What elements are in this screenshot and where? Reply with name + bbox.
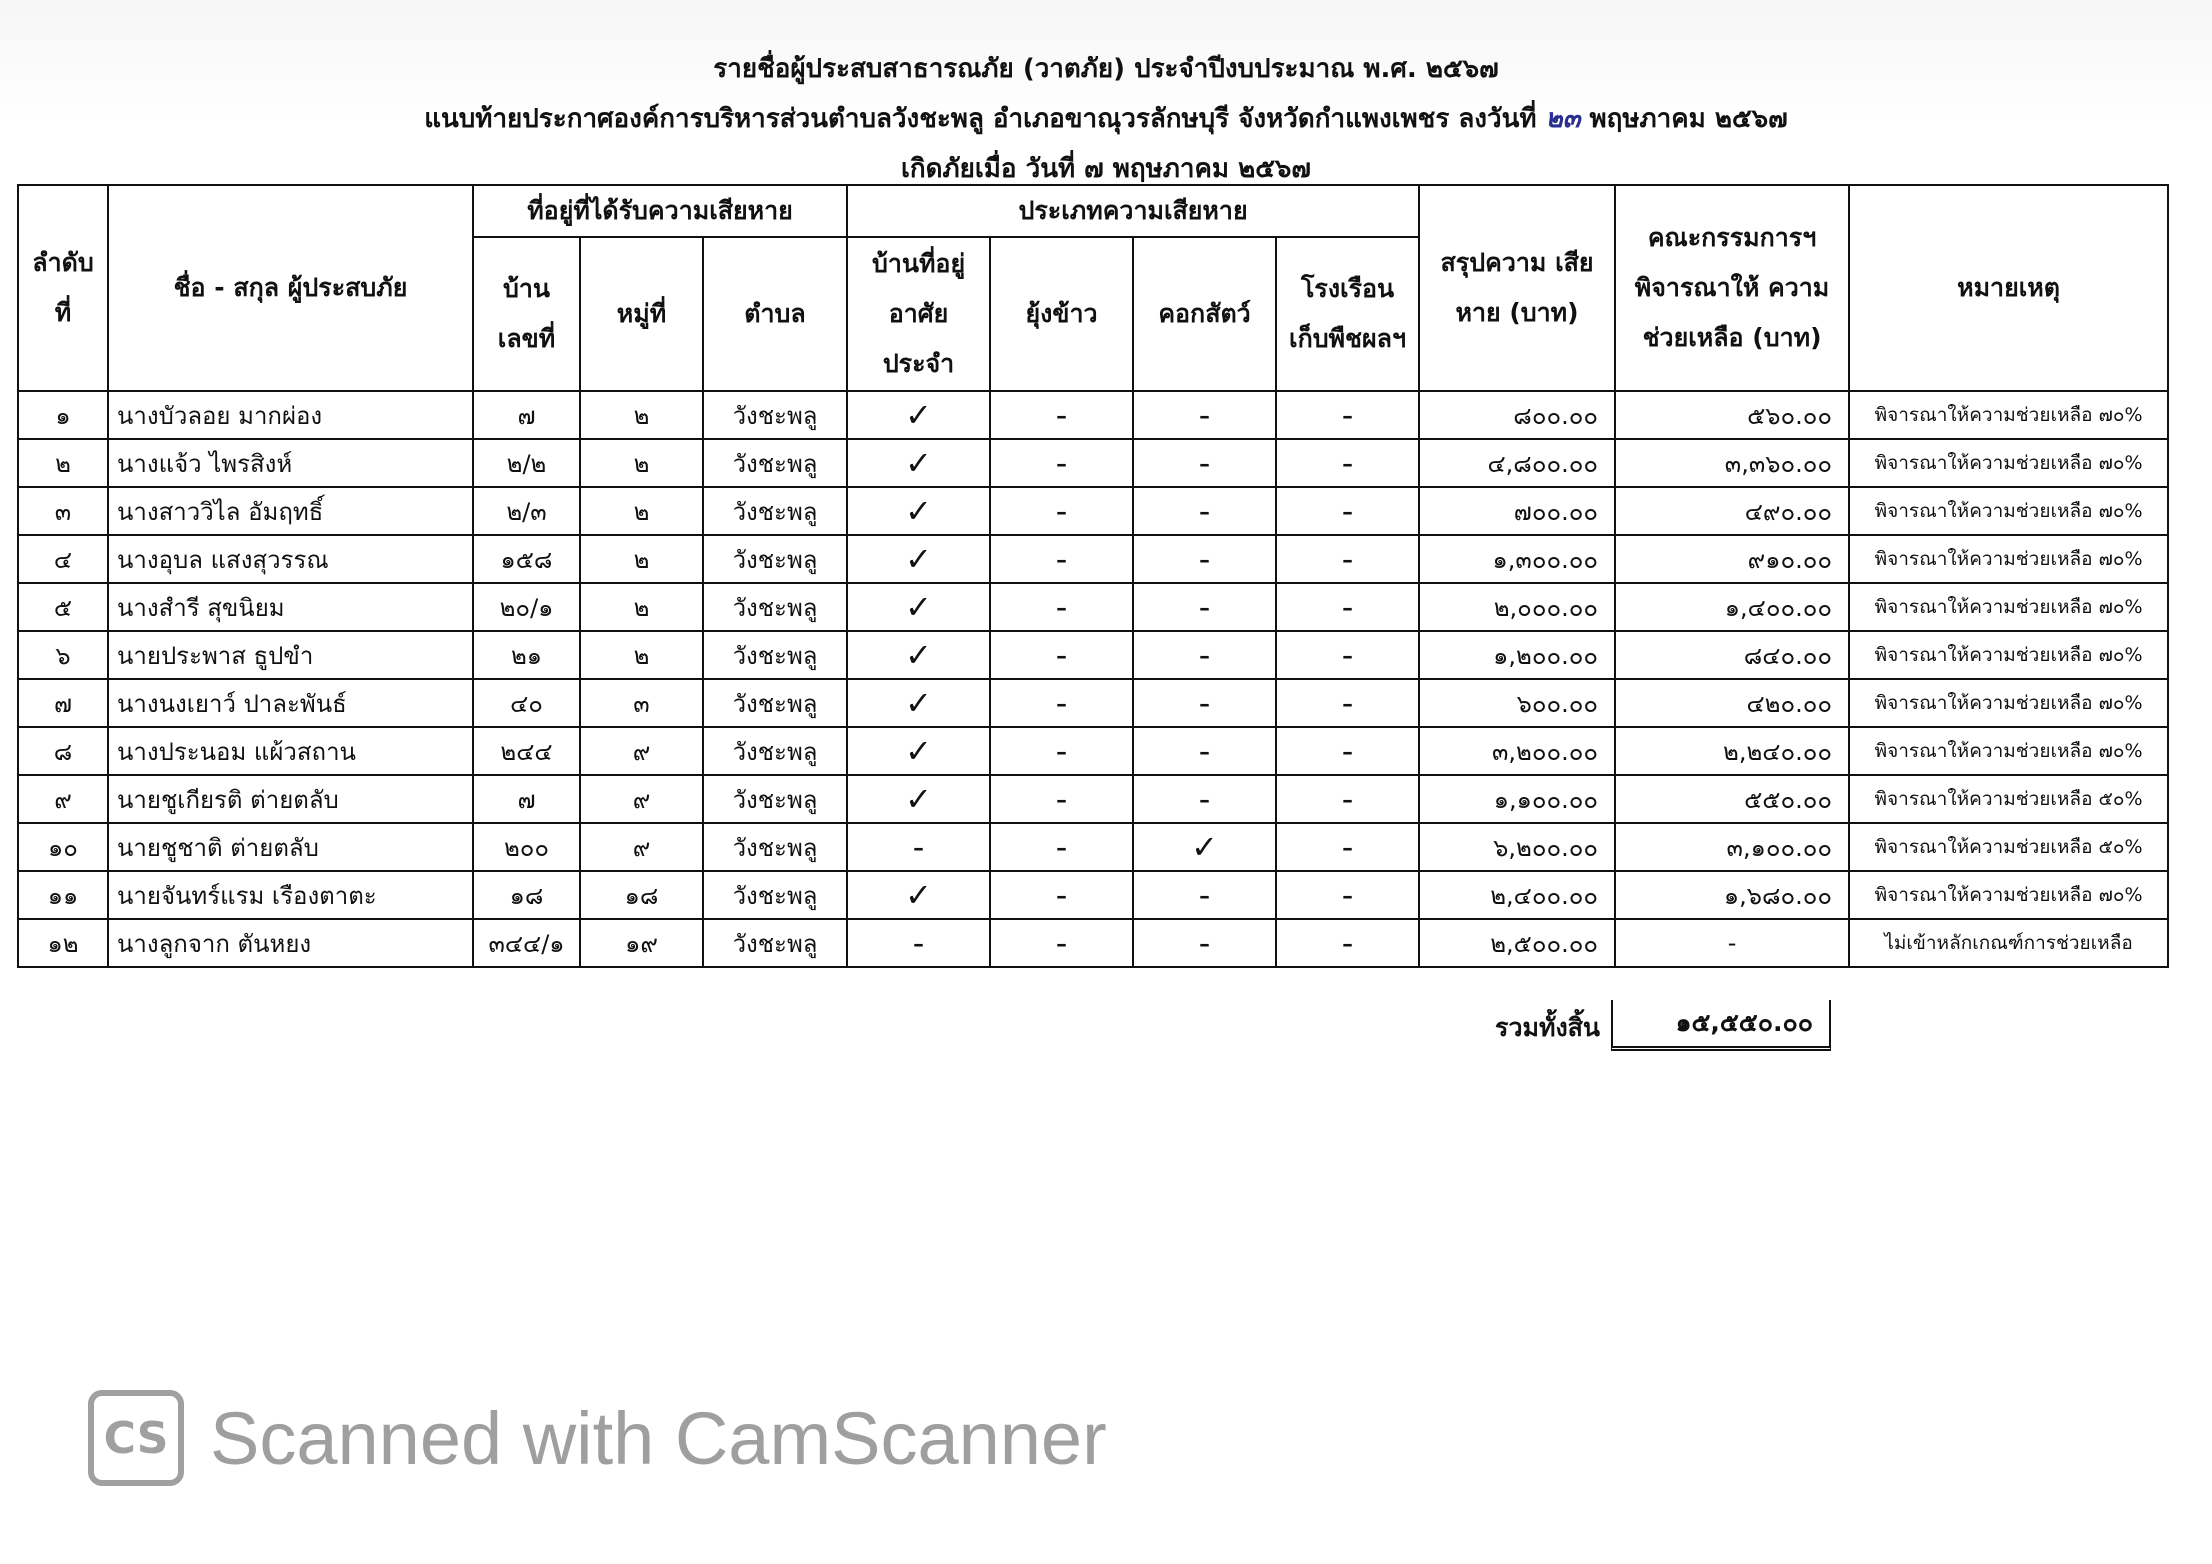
watermark-text: Scanned with CamScanner <box>210 1396 1107 1480</box>
cell-livestock: - <box>1133 583 1276 631</box>
cell-name: นางอุบล แสงสุวรรณ <box>108 535 473 583</box>
cell-house-no: ๒๑ <box>473 631 580 679</box>
cell-name: นางลูกจาก ตันหยง <box>108 919 473 967</box>
header-damage-group: ประเภทความเสียหาย <box>847 185 1419 237</box>
cell-tambon: วังชะพลู <box>703 679 847 727</box>
cell-moo: ๒ <box>580 487 703 535</box>
cell-moo: ๙ <box>580 727 703 775</box>
cell-damage: ๔,๘๐๐.๐๐ <box>1419 439 1615 487</box>
cell-residence: ✓ <box>847 871 990 919</box>
header-no: ลำดับ ที่ <box>18 185 108 391</box>
header-house-no: บ้าน เลขที่ <box>473 237 580 391</box>
cell-assist: ๔๙๐.๐๐ <box>1615 487 1849 535</box>
cell-moo: ๙ <box>580 775 703 823</box>
cell-damage: ๒,๕๐๐.๐๐ <box>1419 919 1615 967</box>
cell-remark: พิจารณาให้ความช่วยเหลือ ๕๐% <box>1849 775 2168 823</box>
cell-tambon: วังชะพลู <box>703 871 847 919</box>
header-crop-shed: โรงเรือน เก็บพืชผลฯ <box>1276 237 1419 391</box>
cell-residence: ✓ <box>847 535 990 583</box>
table-row <box>18 535 2168 583</box>
cell-livestock: - <box>1133 631 1276 679</box>
camscanner-watermark <box>88 1388 1107 1488</box>
cell-livestock: - <box>1133 727 1276 775</box>
title-line-2-suffix: พฤษภาคม ๒๕๖๗ <box>1580 104 1788 134</box>
table-row <box>18 439 2168 487</box>
cell-remark: พิจารณาให้ความช่วยเหลือ ๗๐% <box>1849 679 2168 727</box>
cell-crop-shed: - <box>1276 391 1419 439</box>
cell-assist: ๔๒๐.๐๐ <box>1615 679 1849 727</box>
cell-granary: - <box>990 583 1133 631</box>
cell-moo: ๑๘ <box>580 871 703 919</box>
cell-damage: ๑,๓๐๐.๐๐ <box>1419 535 1615 583</box>
cell-livestock: ✓ <box>1133 823 1276 871</box>
cell-livestock: - <box>1133 535 1276 583</box>
table-row <box>18 631 2168 679</box>
cell-remark: พิจารณาให้ความช่วยเหลือ ๗๐% <box>1849 583 2168 631</box>
cell-no: ๓ <box>18 487 108 535</box>
cell-moo: ๒ <box>580 439 703 487</box>
cell-granary: - <box>990 823 1133 871</box>
cell-assist: ๓,๑๐๐.๐๐ <box>1615 823 1849 871</box>
cell-remark: ไม่เข้าหลักเกณฑ์การช่วยเหลือ <box>1849 919 2168 967</box>
cell-damage: ๒,๐๐๐.๐๐ <box>1419 583 1615 631</box>
title-line-3: เกิดภัยเมื่อ วันที่ ๗ พฤษภาคม ๒๕๖๗ <box>901 154 1311 184</box>
table-row <box>18 583 2168 631</box>
cell-livestock: - <box>1133 487 1276 535</box>
cell-assist: - <box>1615 919 1849 967</box>
header-granary: ยุ้งข้าว <box>990 237 1133 391</box>
cell-damage: ๑,๑๐๐.๐๐ <box>1419 775 1615 823</box>
title-line-1: รายชื่อผู้ประสบสาธารณภัย (วาตภัย) ประจำปีงบประมาณ พ.ศ. ๒๕๖๗ <box>713 54 1499 84</box>
relief-table <box>17 184 2169 968</box>
header-livestock: คอกสัตว์ <box>1133 237 1276 391</box>
table-row <box>18 727 2168 775</box>
cell-moo: ๒ <box>580 631 703 679</box>
header-remark: หมายเหตุ <box>1849 185 2168 391</box>
header-name: ชื่อ - สกุล ผู้ประสบภัย <box>108 185 473 391</box>
cell-house-no: ๑๕๘ <box>473 535 580 583</box>
handwritten-date: ๒๓ <box>1545 104 1581 134</box>
cell-remark: พิจารณาให้ความช่วยเหลือ ๗๐% <box>1849 871 2168 919</box>
cell-granary: - <box>990 535 1133 583</box>
cell-house-no: ๒/๓ <box>473 487 580 535</box>
title-line-2-prefix: แนบท้ายประกาศองค์การบริหารส่วนตำบลวังชะพลู อำเภอขาณุวรลักษบุรี จังหวัดกำแพงเพชร ลงวันที่ <box>424 104 1546 134</box>
cell-remark: พิจารณาให้ความช่วยเหลือ ๗๐% <box>1849 727 2168 775</box>
cell-crop-shed: - <box>1276 823 1419 871</box>
cell-house-no: ๒/๒ <box>473 439 580 487</box>
cell-moo: ๑๙ <box>580 919 703 967</box>
cell-remark: พิจารณาให้ความช่วยเหลือ ๗๐% <box>1849 439 2168 487</box>
cell-moo: ๓ <box>580 679 703 727</box>
cell-assist: ๕๕๐.๐๐ <box>1615 775 1849 823</box>
cell-granary: - <box>990 631 1133 679</box>
table-row <box>18 823 2168 871</box>
cell-crop-shed: - <box>1276 679 1419 727</box>
cell-livestock: - <box>1133 871 1276 919</box>
cell-crop-shed: - <box>1276 535 1419 583</box>
cell-residence: - <box>847 919 990 967</box>
grand-total-value: ๑๕,๕๕๐.๐๐ <box>1611 1000 1831 1051</box>
cell-house-no: ๒๐/๑ <box>473 583 580 631</box>
cell-moo: ๒ <box>580 583 703 631</box>
grand-total <box>1480 1000 1847 1050</box>
cell-tambon: วังชะพลู <box>703 583 847 631</box>
cell-remark: พิจารณาให้ความช่วยเหลือ ๗๐% <box>1849 631 2168 679</box>
cell-crop-shed: - <box>1276 871 1419 919</box>
cell-crop-shed: - <box>1276 439 1419 487</box>
cell-livestock: - <box>1133 439 1276 487</box>
cell-granary: - <box>990 487 1133 535</box>
cell-assist: ๙๑๐.๐๐ <box>1615 535 1849 583</box>
cell-name: นางสำรี สุขนิยม <box>108 583 473 631</box>
cell-residence: ✓ <box>847 583 990 631</box>
cell-house-no: ๓๔๔/๑ <box>473 919 580 967</box>
cell-name: นายชูเกียรติ ต่ายตลับ <box>108 775 473 823</box>
document-header <box>0 44 2212 194</box>
cell-no: ๒ <box>18 439 108 487</box>
cell-moo: ๙ <box>580 823 703 871</box>
cell-residence: ✓ <box>847 487 990 535</box>
cell-assist: ๓,๓๖๐.๐๐ <box>1615 439 1849 487</box>
cell-house-no: ๒๔๔ <box>473 727 580 775</box>
cell-assist: ๘๔๐.๐๐ <box>1615 631 1849 679</box>
cell-no: ๘ <box>18 727 108 775</box>
cell-house-no: ๑๘ <box>473 871 580 919</box>
cell-residence: ✓ <box>847 391 990 439</box>
cell-no: ๗ <box>18 679 108 727</box>
cell-name: นายชูชาติ ต่ายตลับ <box>108 823 473 871</box>
cell-crop-shed: - <box>1276 727 1419 775</box>
cell-livestock: - <box>1133 391 1276 439</box>
cell-name: นางบัวลอย มากผ่อง <box>108 391 473 439</box>
table-row <box>18 871 2168 919</box>
cell-tambon: วังชะพลู <box>703 487 847 535</box>
cell-damage: ๓,๒๐๐.๐๐ <box>1419 727 1615 775</box>
cell-crop-shed: - <box>1276 919 1419 967</box>
cell-residence: ✓ <box>847 439 990 487</box>
cell-residence: - <box>847 823 990 871</box>
table-row <box>18 391 2168 439</box>
cell-tambon: วังชะพลู <box>703 391 847 439</box>
cell-house-no: ๗ <box>473 391 580 439</box>
cell-name: นางแจ้ว ไพรสิงห์ <box>108 439 473 487</box>
cell-tambon: วังชะพลู <box>703 535 847 583</box>
cell-crop-shed: - <box>1276 583 1419 631</box>
cell-moo: ๒ <box>580 535 703 583</box>
header-committee: คณะกรรมการฯ พิจารณาให้ ความช่วยเหลือ (บาท) <box>1615 185 1849 391</box>
cell-remark: พิจารณาให้ความช่วยเหลือ ๗๐% <box>1849 487 2168 535</box>
cell-no: ๑๑ <box>18 871 108 919</box>
cell-tambon: วังชะพลู <box>703 823 847 871</box>
cell-name: นางสาววิไล อัมฤทธิ์ <box>108 487 473 535</box>
cell-crop-shed: - <box>1276 775 1419 823</box>
header-address-group: ที่อยู่ที่ได้รับความเสียหาย <box>473 185 847 237</box>
cell-no: ๑๒ <box>18 919 108 967</box>
cell-name: นางประนอม แผ้วสถาน <box>108 727 473 775</box>
cell-remark: พิจารณาให้ความช่วยเหลือ ๗๐% <box>1849 391 2168 439</box>
cell-no: ๙ <box>18 775 108 823</box>
header-moo: หมู่ที่ <box>580 237 703 391</box>
title-line-2 <box>0 94 2212 144</box>
table-row <box>18 679 2168 727</box>
cell-granary: - <box>990 439 1133 487</box>
cell-granary: - <box>990 871 1133 919</box>
cell-name: นายจันทร์แรม เรืองตาตะ <box>108 871 473 919</box>
cell-damage: ๑,๒๐๐.๐๐ <box>1419 631 1615 679</box>
cell-assist: ๑,๖๘๐.๐๐ <box>1615 871 1849 919</box>
cell-no: ๔ <box>18 535 108 583</box>
grand-total-label: รวมทั้งสิ้น <box>1495 1013 1600 1042</box>
header-damage-total: สรุปความ เสียหาย (บาท) <box>1419 185 1615 391</box>
cell-livestock: - <box>1133 919 1276 967</box>
cell-damage: ๖๐๐.๐๐ <box>1419 679 1615 727</box>
cell-assist: ๒,๒๔๐.๐๐ <box>1615 727 1849 775</box>
header-tambon: ตำบล <box>703 237 847 391</box>
cell-damage: ๗๐๐.๐๐ <box>1419 487 1615 535</box>
header-residence: บ้านที่อยู่ อาศัย ประจำ <box>847 237 990 391</box>
cell-tambon: วังชะพลู <box>703 919 847 967</box>
cell-name: นางนงเยาว์ ปาละพันธ์ <box>108 679 473 727</box>
cell-residence: ✓ <box>847 727 990 775</box>
cell-crop-shed: - <box>1276 631 1419 679</box>
cell-house-no: ๗ <box>473 775 580 823</box>
table-row <box>18 919 2168 967</box>
cell-no: ๕ <box>18 583 108 631</box>
cell-tambon: วังชะพลู <box>703 439 847 487</box>
cell-no: ๑ <box>18 391 108 439</box>
cell-residence: ✓ <box>847 775 990 823</box>
cell-remark: พิจารณาให้ความช่วยเหลือ ๗๐% <box>1849 535 2168 583</box>
cell-residence: ✓ <box>847 631 990 679</box>
table-row <box>18 487 2168 535</box>
cell-granary: - <box>990 391 1133 439</box>
camscanner-logo-icon: CS <box>88 1390 184 1486</box>
cell-house-no: ๒๐๐ <box>473 823 580 871</box>
cell-tambon: วังชะพลู <box>703 775 847 823</box>
cell-moo: ๒ <box>580 391 703 439</box>
cell-damage: ๘๐๐.๐๐ <box>1419 391 1615 439</box>
cell-residence: ✓ <box>847 679 990 727</box>
cell-granary: - <box>990 919 1133 967</box>
cell-tambon: วังชะพลู <box>703 727 847 775</box>
cell-assist: ๑,๔๐๐.๐๐ <box>1615 583 1849 631</box>
cell-crop-shed: - <box>1276 487 1419 535</box>
cell-name: นายประพาส ธูปขำ <box>108 631 473 679</box>
cell-granary: - <box>990 775 1133 823</box>
cell-livestock: - <box>1133 679 1276 727</box>
cell-livestock: - <box>1133 775 1276 823</box>
cell-no: ๑๐ <box>18 823 108 871</box>
cell-damage: ๒,๔๐๐.๐๐ <box>1419 871 1615 919</box>
cell-granary: - <box>990 727 1133 775</box>
cell-remark: พิจารณาให้ความช่วยเหลือ ๕๐% <box>1849 823 2168 871</box>
table-body <box>18 391 2168 967</box>
cell-damage: ๖,๒๐๐.๐๐ <box>1419 823 1615 871</box>
cell-granary: - <box>990 679 1133 727</box>
cell-tambon: วังชะพลู <box>703 631 847 679</box>
table-row <box>18 775 2168 823</box>
cell-no: ๖ <box>18 631 108 679</box>
cell-assist: ๕๖๐.๐๐ <box>1615 391 1849 439</box>
cell-house-no: ๔๐ <box>473 679 580 727</box>
